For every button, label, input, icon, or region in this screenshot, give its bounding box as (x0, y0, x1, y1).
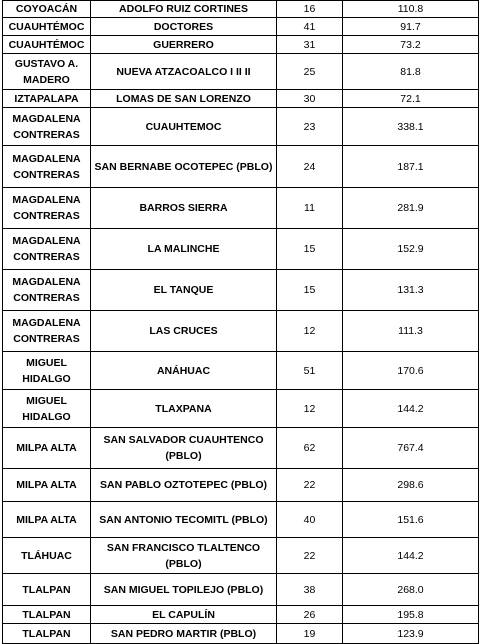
alcaldia-cell: COYOACÁN (3, 1, 91, 18)
colonia-cell: SAN PABLO OZTOTEPEC (PBLO) (91, 469, 277, 502)
value-cell: 195.8 (343, 606, 479, 624)
value-cell: 170.6 (343, 352, 479, 390)
alcaldia-cell: MIGUEL HIDALGO (3, 390, 91, 428)
value-cell: 338.1 (343, 108, 479, 146)
table-row (3, 270, 479, 311)
colonia-cell: EL TANQUE (91, 270, 277, 311)
colonia-cell: BARROS SIERRA (91, 188, 277, 229)
alcaldia-cell: MAGDALENA CONTRERAS (3, 108, 91, 146)
colonia-cell: GUERRERO (91, 36, 277, 54)
count-cell: 25 (277, 54, 343, 90)
value-cell: 281.9 (343, 188, 479, 229)
count-cell: 24 (277, 146, 343, 188)
table-row (3, 54, 479, 90)
value-cell: 131.3 (343, 270, 479, 311)
table-row (3, 108, 479, 146)
value-cell: 298.6 (343, 469, 479, 502)
value-cell: 144.2 (343, 538, 479, 574)
alcaldia-cell: MILPA ALTA (3, 469, 91, 502)
colonia-cell: SAN SALVADOR CUAUHTENCO (PBLO) (91, 428, 277, 469)
alcaldia-cell: CUAUHTÉMOC (3, 18, 91, 36)
count-cell: 62 (277, 428, 343, 469)
alcaldia-cell: GUSTAVO A. MADERO (3, 54, 91, 90)
colonia-cell: SAN FRANCISCO TLALTENCO (PBLO) (91, 538, 277, 574)
table-row (3, 1, 479, 18)
table-row (3, 469, 479, 502)
table-row (3, 90, 479, 108)
value-cell: 91.7 (343, 18, 479, 36)
count-cell: 12 (277, 390, 343, 428)
alcaldia-cell: MIGUEL HIDALGO (3, 352, 91, 390)
colonia-cell: NUEVA ATZACOALCO I II II (91, 54, 277, 90)
value-cell: 111.3 (343, 311, 479, 352)
alcaldia-cell: TLALPAN (3, 574, 91, 606)
table-row (3, 188, 479, 229)
colonia-cell: SAN MIGUEL TOPILEJO (PBLO) (91, 574, 277, 606)
count-cell: 11 (277, 188, 343, 229)
colonia-cell: SAN BERNABE OCOTEPEC (PBLO) (91, 146, 277, 188)
value-cell: 73.2 (343, 36, 479, 54)
alcaldia-cell: MILPA ALTA (3, 428, 91, 469)
value-cell: 110.8 (343, 1, 479, 18)
count-cell: 22 (277, 469, 343, 502)
alcaldia-cell: IZTAPALAPA (3, 90, 91, 108)
colonia-cell: SAN ANTONIO TECOMITL (PBLO) (91, 502, 277, 538)
table-row (3, 428, 479, 469)
colonia-cell: TLAXPANA (91, 390, 277, 428)
table-row (3, 538, 479, 574)
colonia-cell: ANÁHUAC (91, 352, 277, 390)
colonia-cell: ADOLFO RUIZ CORTINES (91, 1, 277, 18)
table-row (3, 36, 479, 54)
count-cell: 26 (277, 606, 343, 624)
count-cell: 12 (277, 311, 343, 352)
table-row (3, 311, 479, 352)
value-cell: 268.0 (343, 574, 479, 606)
table-row (3, 18, 479, 36)
alcaldia-cell: MAGDALENA CONTRERAS (3, 311, 91, 352)
value-cell: 767.4 (343, 428, 479, 469)
alcaldia-cell: TLÁHUAC (3, 538, 91, 574)
table-row (3, 352, 479, 390)
table-row (3, 624, 479, 644)
count-cell: 30 (277, 90, 343, 108)
alcaldia-cell: MAGDALENA CONTRERAS (3, 229, 91, 270)
alcaldia-cell: TLALPAN (3, 624, 91, 644)
value-cell: 151.6 (343, 502, 479, 538)
value-cell: 152.9 (343, 229, 479, 270)
value-cell: 144.2 (343, 390, 479, 428)
colonia-cell: CUAUHTEMOC (91, 108, 277, 146)
alcaldia-cell: MAGDALENA CONTRERAS (3, 146, 91, 188)
alcaldia-cell: TLALPAN (3, 606, 91, 624)
table-row (3, 390, 479, 428)
colonia-cell: LA MALINCHE (91, 229, 277, 270)
table-body (3, 1, 479, 644)
count-cell: 40 (277, 502, 343, 538)
colonia-cell: LAS CRUCES (91, 311, 277, 352)
count-cell: 16 (277, 1, 343, 18)
count-cell: 22 (277, 538, 343, 574)
count-cell: 23 (277, 108, 343, 146)
value-cell: 187.1 (343, 146, 479, 188)
count-cell: 19 (277, 624, 343, 644)
count-cell: 38 (277, 574, 343, 606)
colonia-cell: DOCTORES (91, 18, 277, 36)
table-row (3, 229, 479, 270)
count-cell: 31 (277, 36, 343, 54)
count-cell: 15 (277, 229, 343, 270)
value-cell: 72.1 (343, 90, 479, 108)
data-table (2, 0, 479, 644)
alcaldia-cell: MAGDALENA CONTRERAS (3, 270, 91, 311)
value-cell: 123.9 (343, 624, 479, 644)
table-row (3, 574, 479, 606)
table-row (3, 146, 479, 188)
alcaldia-cell: MILPA ALTA (3, 502, 91, 538)
count-cell: 41 (277, 18, 343, 36)
table-row (3, 502, 479, 538)
count-cell: 15 (277, 270, 343, 311)
colonia-cell: EL CAPULÍN (91, 606, 277, 624)
colonia-cell: SAN PEDRO MARTIR (PBLO) (91, 624, 277, 644)
alcaldia-cell: MAGDALENA CONTRERAS (3, 188, 91, 229)
alcaldia-cell: CUAUHTÉMOC (3, 36, 91, 54)
colonia-cell: LOMAS DE SAN LORENZO (91, 90, 277, 108)
value-cell: 81.8 (343, 54, 479, 90)
count-cell: 51 (277, 352, 343, 390)
